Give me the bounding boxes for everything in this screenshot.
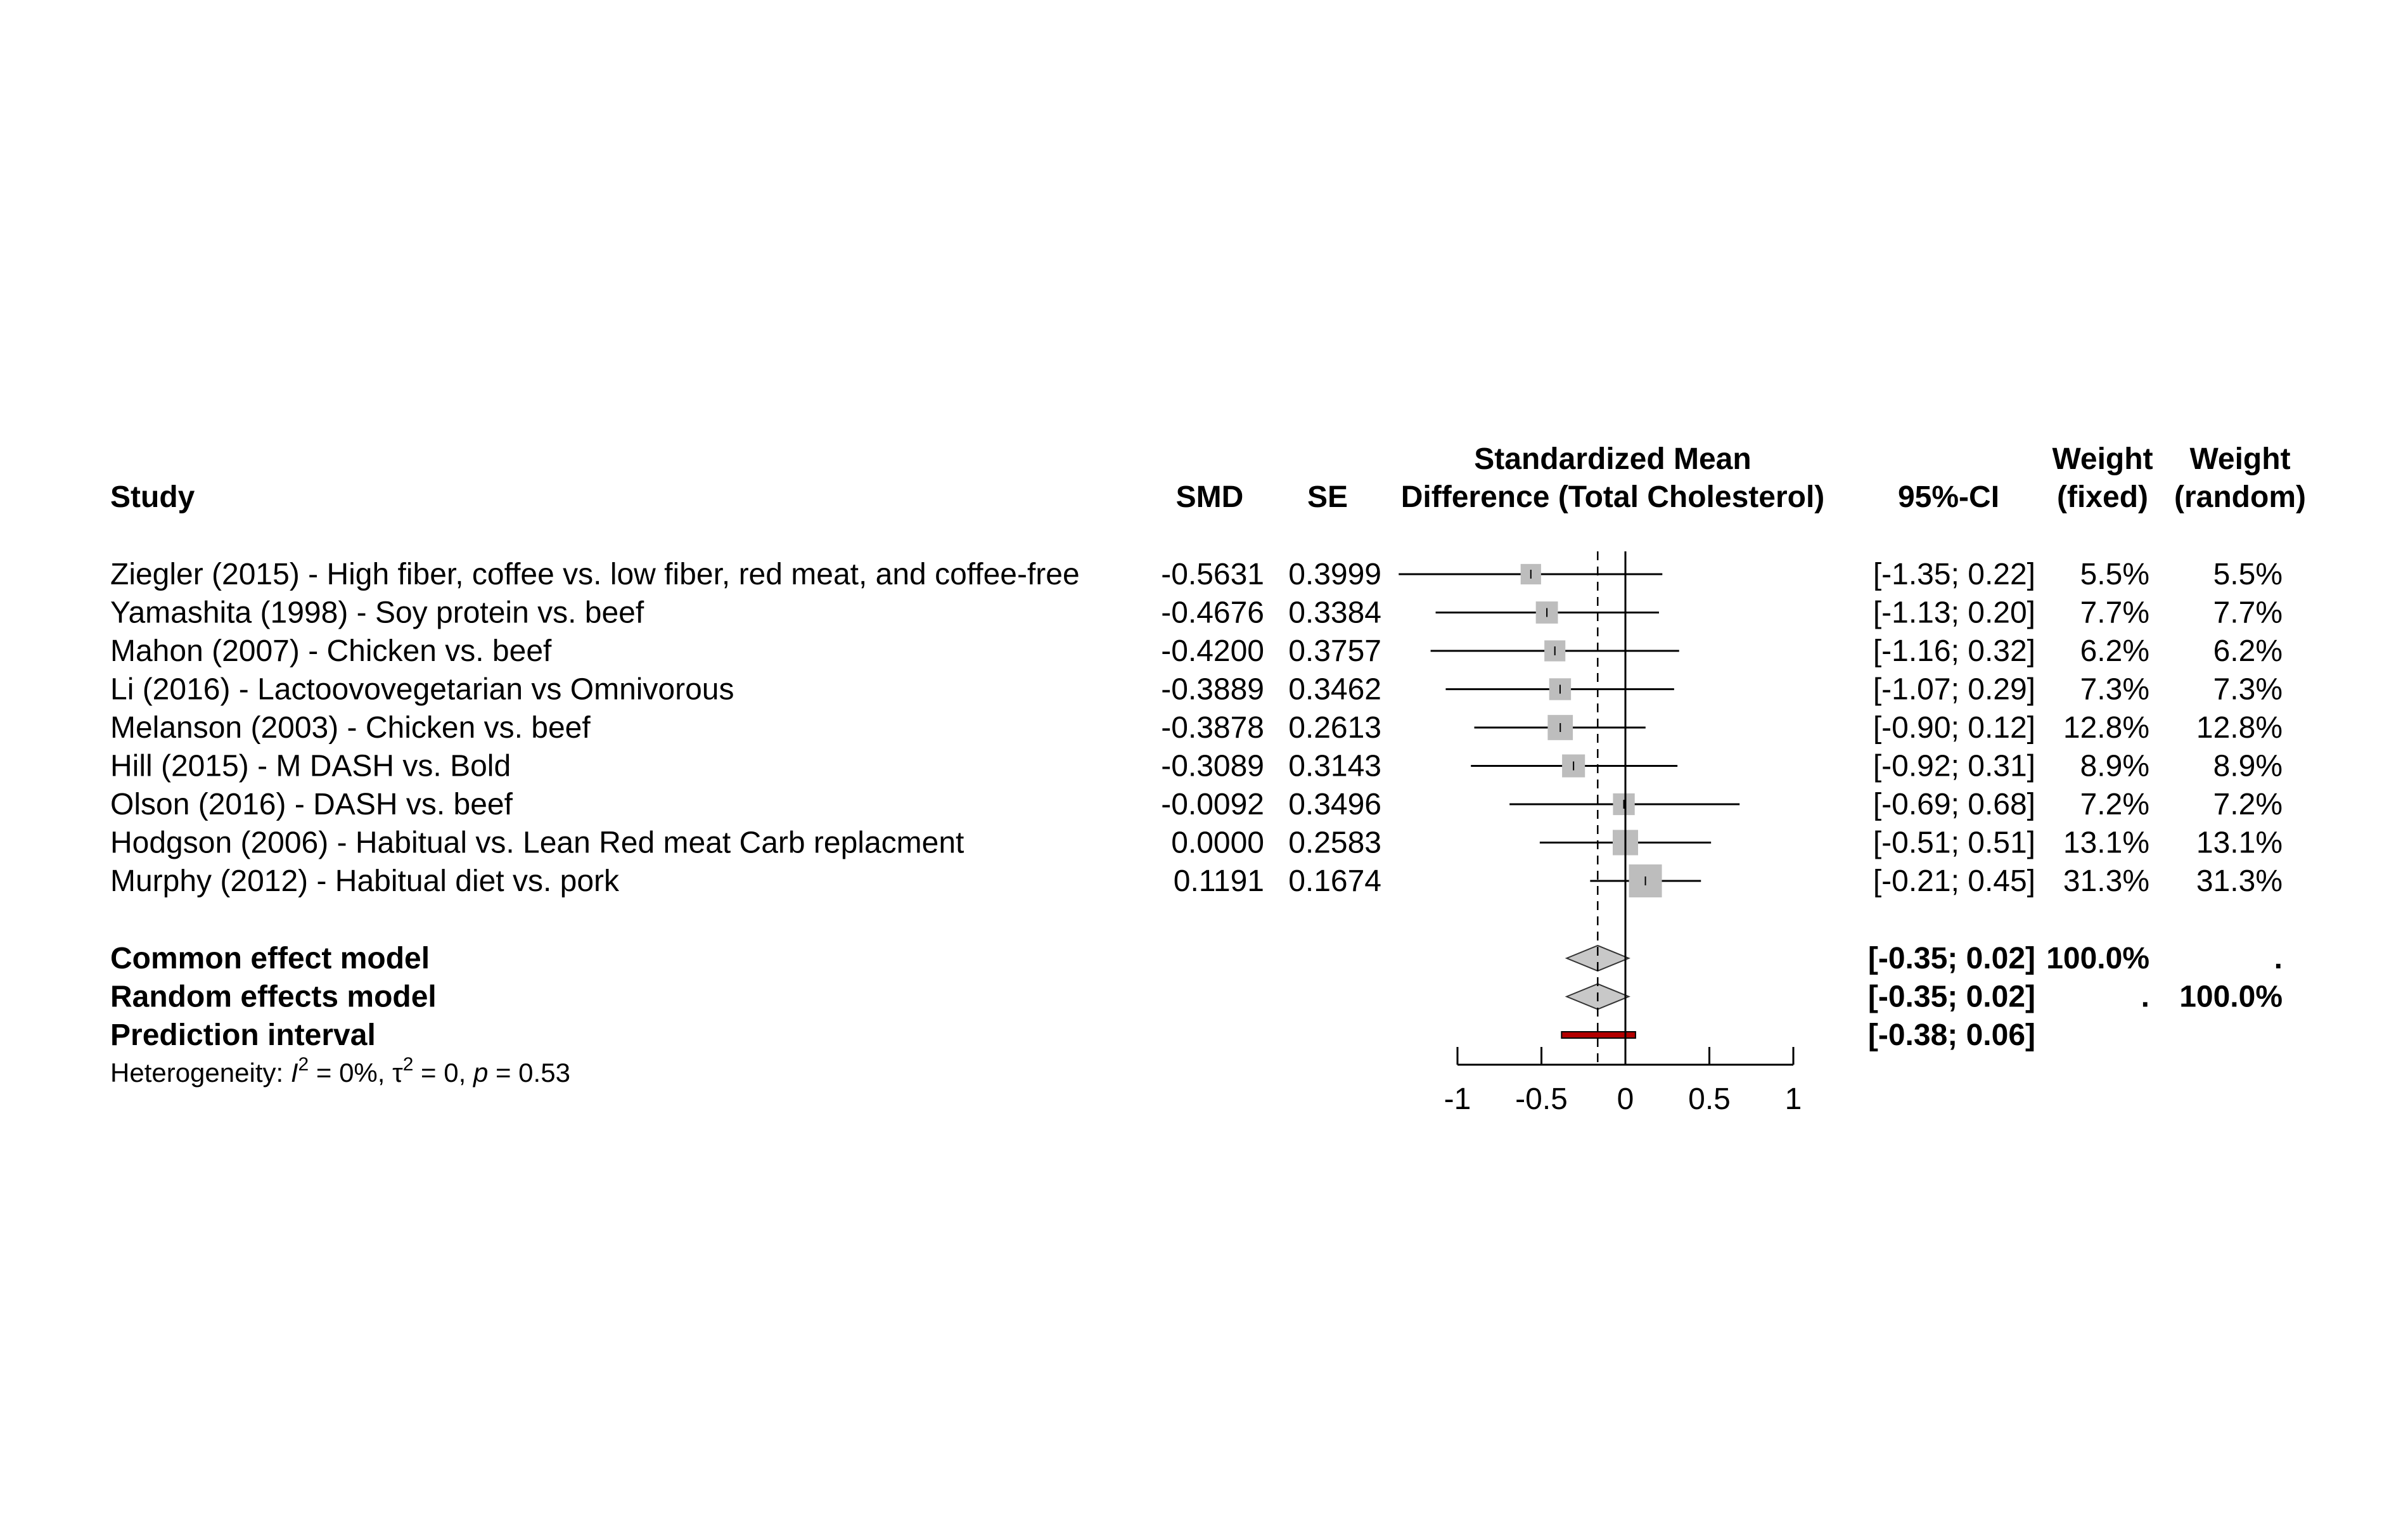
- header-study: Study: [110, 480, 195, 514]
- se-value: 0.2613: [1288, 711, 1381, 745]
- i2-symbol: I: [290, 1058, 298, 1088]
- weight-fixed-value: 12.8%: [2063, 711, 2149, 745]
- tau-value: = 0,: [413, 1058, 473, 1088]
- study-row: [110, 634, 2283, 668]
- p-symbol: p: [473, 1058, 489, 1088]
- i2-value: = 0%,: [309, 1058, 393, 1088]
- weight-fixed-value: 6.2%: [2080, 634, 2149, 668]
- se-value: 0.1674: [1288, 864, 1381, 898]
- summary-weight-random: .: [2274, 942, 2283, 975]
- weight-fixed-value: 7.7%: [2080, 596, 2149, 630]
- study-row: [110, 558, 2283, 591]
- header-weight-fixed-line1: Weight: [2052, 442, 2153, 476]
- smd-value: -0.4200: [1161, 634, 1264, 668]
- weight-random-value: 7.7%: [2213, 596, 2283, 630]
- prediction-ci: [-0.38; 0.06]: [1867, 1018, 2035, 1052]
- x-tick-label: -1: [1444, 1082, 1471, 1116]
- smd-value: 0.1191: [1173, 864, 1264, 898]
- weight-random-value: 13.1%: [2196, 826, 2283, 860]
- summary-row: [110, 942, 2283, 975]
- header-smd: SMD: [1175, 480, 1244, 514]
- summary-label: Common effect model: [110, 942, 430, 975]
- header-effect-line2: Difference (Total Cholesterol): [1400, 480, 1825, 514]
- header-ci: 95%-CI: [1897, 480, 2000, 514]
- weight-fixed-value: 7.2%: [2080, 788, 2149, 821]
- ci-value: [-1.16; 0.32]: [1873, 634, 2035, 668]
- weight-random-value: 12.8%: [2196, 711, 2283, 745]
- study-row: [110, 864, 2283, 898]
- ci-value: [-0.69; 0.68]: [1873, 788, 2035, 821]
- ci-value: [-1.13; 0.20]: [1873, 596, 2035, 630]
- ci-value: [-1.07; 0.29]: [1873, 672, 2035, 707]
- header-weight-fixed-line2: (fixed): [2057, 480, 2148, 514]
- weight-fixed-value: 8.9%: [2080, 749, 2149, 783]
- smd-value: -0.3889: [1161, 672, 1264, 707]
- heterogeneity-prefix: Heterogeneity:: [110, 1058, 291, 1088]
- prediction-label: Prediction interval: [110, 1018, 376, 1052]
- column-headers: [110, 442, 2306, 514]
- study-row: [110, 750, 2283, 783]
- ci-value: [-0.21; 0.45]: [1873, 864, 2035, 898]
- study-label: Melanson (2003) - Chicken vs. beef: [110, 711, 591, 745]
- weight-random-value: 5.5%: [2213, 558, 2283, 591]
- study-label: Yamashita (1998) - Soy protein vs. beef: [110, 596, 644, 630]
- header-weight-random-line1: Weight: [2189, 442, 2291, 476]
- summary-ci: [-0.35; 0.02]: [1867, 980, 2035, 1014]
- tau-symbol: τ: [392, 1058, 403, 1088]
- weight-random-value: 7.2%: [2213, 788, 2283, 821]
- weight-random-value: 6.2%: [2213, 634, 2283, 668]
- study-row: [110, 596, 2283, 630]
- study-label: Hodgson (2006) - Habitual vs. Lean Red meat Carb replacment: [110, 826, 964, 860]
- heterogeneity-text: [110, 1054, 570, 1088]
- summary-ci: [-0.35; 0.02]: [1867, 942, 2035, 975]
- i2-superscript: 2: [298, 1054, 309, 1075]
- study-row: [110, 673, 2283, 707]
- smd-value: -0.4676: [1161, 596, 1264, 630]
- se-value: 0.3384: [1288, 596, 1381, 630]
- study-label: Hill (2015) - M DASH vs. Bold: [110, 749, 511, 783]
- weight-random-value: 7.3%: [2213, 672, 2283, 707]
- prediction-row: [110, 1018, 2035, 1052]
- study-row: [110, 788, 2283, 821]
- smd-value: -0.3089: [1161, 749, 1264, 783]
- se-value: 0.3999: [1288, 558, 1381, 591]
- summary-weight-random: 100.0%: [2179, 980, 2283, 1014]
- weight-random-value: 8.9%: [2213, 749, 2283, 783]
- weight-fixed-value: 5.5%: [2080, 558, 2149, 591]
- smd-value: -0.5631: [1161, 558, 1264, 591]
- se-value: 0.3462: [1288, 672, 1381, 707]
- ci-value: [-0.51; 0.51]: [1873, 826, 2035, 860]
- ci-value: [-0.90; 0.12]: [1873, 711, 2035, 745]
- study-row: [110, 711, 2283, 745]
- study-label: Li (2016) - Lactoovovegetarian vs Omnivorous: [110, 672, 734, 707]
- study-label: Murphy (2012) - Habitual diet vs. pork: [110, 864, 620, 898]
- smd-value: -0.0092: [1161, 788, 1264, 821]
- prediction-bar: [1561, 1032, 1636, 1038]
- x-tick-label: -0.5: [1515, 1082, 1568, 1116]
- se-value: 0.3496: [1288, 788, 1381, 821]
- ci-value: [-0.92; 0.31]: [1873, 749, 2035, 783]
- study-rows: [110, 558, 2283, 1052]
- weight-fixed-value: 7.3%: [2080, 672, 2149, 707]
- study-label: Olson (2016) - DASH vs. beef: [110, 788, 513, 821]
- header-effect-line1: Standardized Mean: [1474, 442, 1752, 476]
- smd-value: -0.3878: [1161, 711, 1264, 745]
- x-tick-label: 1: [1784, 1082, 1802, 1116]
- study-label: Mahon (2007) - Chicken vs. beef: [110, 634, 552, 668]
- study-label: Ziegler (2015) - High fiber, coffee vs. low fiber, red meat, and coffee-free: [110, 558, 1080, 591]
- weight-random-value: 31.3%: [2196, 864, 2283, 898]
- header-weight-random-line2: (random): [2174, 480, 2306, 514]
- se-value: 0.3143: [1288, 749, 1381, 783]
- summary-weight-fixed: 100.0%: [2046, 942, 2149, 975]
- summary-weight-fixed: .: [2141, 980, 2149, 1014]
- se-value: 0.3757: [1288, 634, 1381, 668]
- plot-area: [1399, 551, 1802, 1116]
- weight-fixed-value: 31.3%: [2063, 864, 2149, 898]
- header-se: SE: [1307, 480, 1348, 514]
- p-value: = 0.53: [488, 1058, 570, 1088]
- summary-row: [110, 980, 2283, 1014]
- study-row: [110, 826, 2283, 860]
- ci-value: [-1.35; 0.22]: [1873, 558, 2035, 591]
- smd-value: 0.0000: [1171, 826, 1264, 860]
- weight-fixed-value: 13.1%: [2063, 826, 2149, 860]
- x-tick-label: 0: [1617, 1082, 1634, 1116]
- summary-label: Random effects model: [110, 980, 437, 1014]
- x-tick-label: 0.5: [1688, 1082, 1731, 1116]
- se-value: 0.2583: [1288, 826, 1381, 860]
- tau-superscript: 2: [402, 1054, 414, 1075]
